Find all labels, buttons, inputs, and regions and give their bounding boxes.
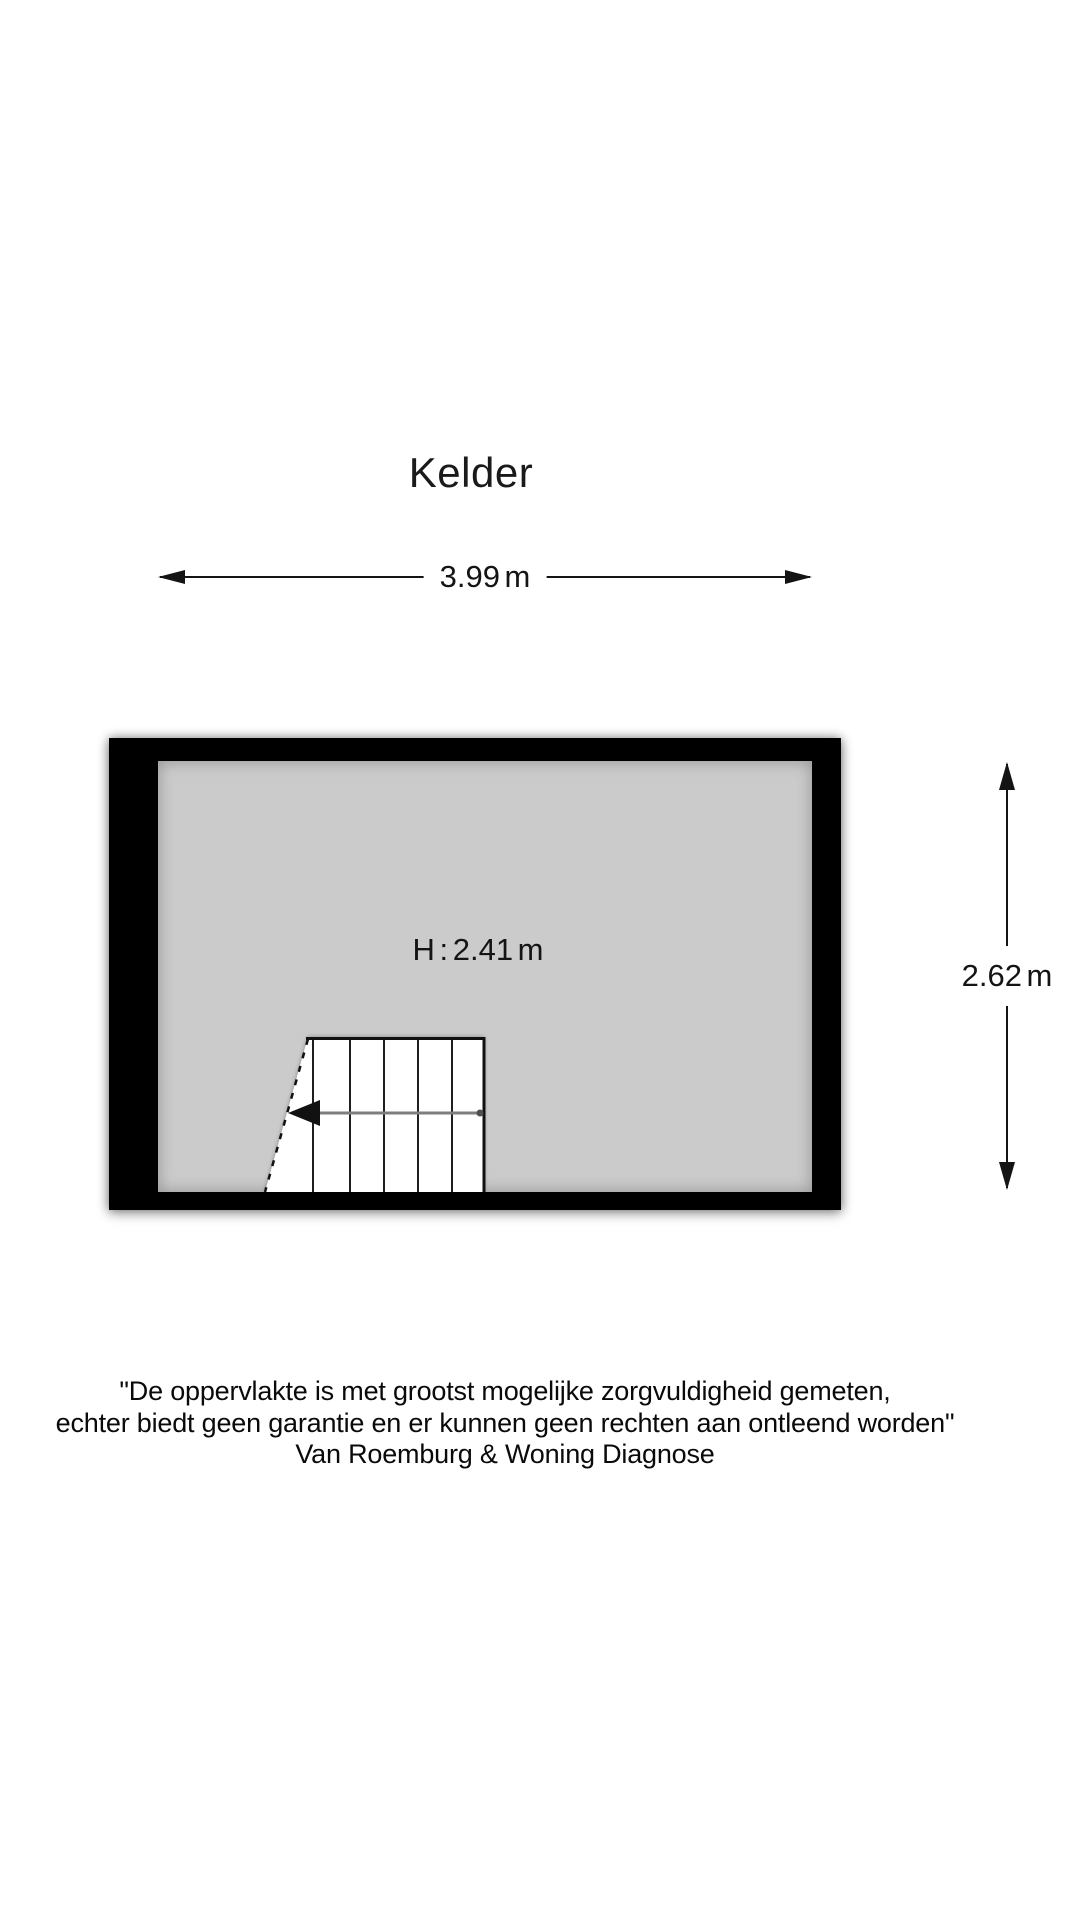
staircase (255, 1025, 495, 1197)
height-dimension-label: 2.62 m (958, 946, 1057, 1006)
width-dimension-label: 3.99 m (424, 557, 547, 597)
room-height-label: H : 2.41 m (412, 932, 544, 967)
arrowhead-down-icon (999, 1162, 1015, 1190)
disclaimer-line-1: "De oppervlakte is met grootst mogelijke zorgvuldigheid gemeten, (119, 1376, 891, 1406)
arrowhead-right-icon (785, 570, 812, 584)
arrowhead-up-icon (999, 762, 1015, 790)
walk-line-end-dot (477, 1110, 484, 1117)
disclaimer (0, 1376, 1010, 1471)
arrowhead-left-icon (158, 570, 185, 584)
disclaimer-line-2: echter biedt geen garantie en er kunnen geen rechten aan ontleend worden" (55, 1407, 955, 1438)
page-title: Kelder (408, 449, 534, 496)
disclaimer-line-3: Van Roemburg & Woning Diagnose (295, 1439, 715, 1469)
